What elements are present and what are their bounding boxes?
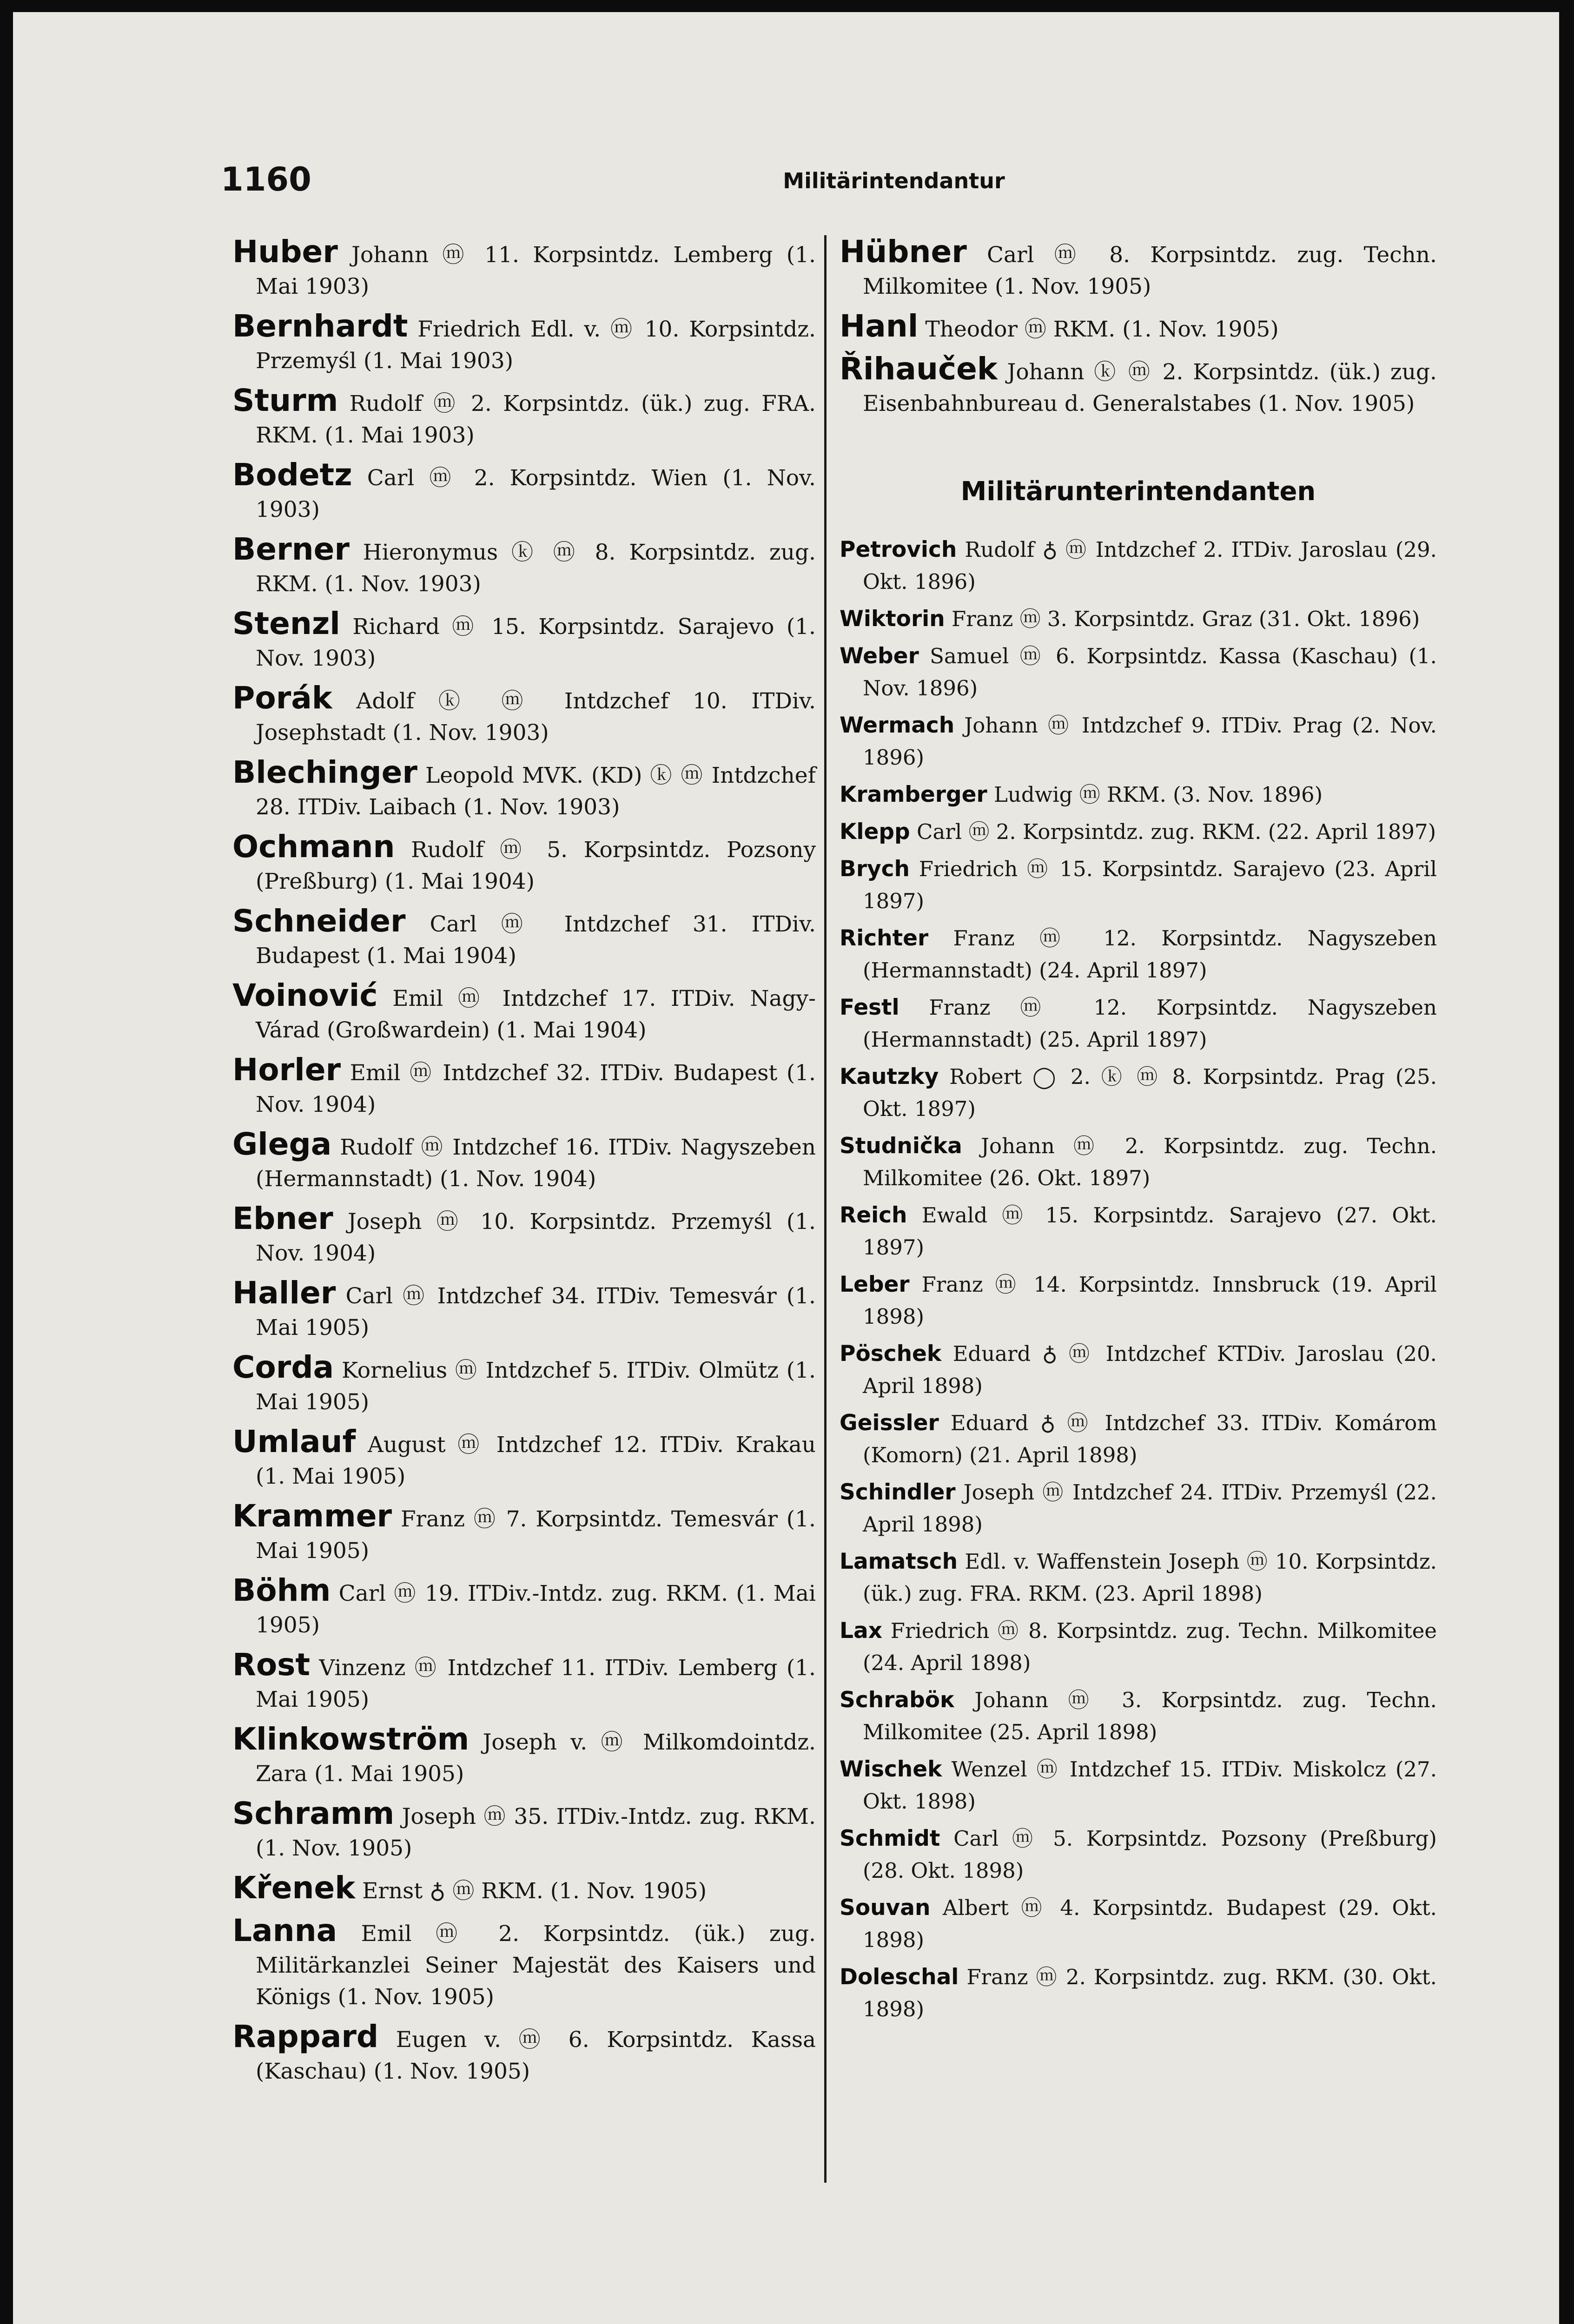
entry-surname: Lamatsch	[840, 1549, 958, 1574]
entry-surname: Weber	[840, 643, 919, 669]
entry-details: Joseph v. ⓜ Milkomdointdz. Zara (1. Mai 1905)	[256, 1730, 816, 1787]
entry-details: Albert ⓜ 4. Korpsintdz. Budapest (29. Okt. 1898)	[863, 1895, 1437, 1952]
entry-surname: Festl	[840, 995, 899, 1020]
entry-surname: Schindler	[840, 1479, 956, 1505]
entry-surname: Hübner	[840, 234, 967, 270]
entry-details: Emil ⓜ 2. Korpsintdz. (ük.) zug. Militärkanzlei Seiner Majestät des Kaisers und Königs (1. Nov. 1905)	[256, 1921, 816, 2010]
entry-details: Leopold MVK. (KD) ⓚ ⓜ Intdzchef 28. ITDiv. Laibach (1. Nov. 1903)	[256, 763, 816, 820]
entry-details: Franz ⓜ 14. Korpsintdz. Innsbruck (19. April 1898)	[863, 1272, 1437, 1329]
entry-surname: Bodetz	[232, 457, 352, 493]
entry-details: Richard ⓜ 15. Korpsintdz. Sarajevo (1. Nov. 1903)	[256, 614, 816, 671]
book-page	[13, 12, 1559, 2324]
list-item	[840, 640, 1437, 704]
entry-details: Adolf ⓚ ⓜ Intdzchef 10. ITDiv. Josephstadt (1. Nov. 1903)	[256, 688, 816, 746]
entry-details: Franz ⓜ 12. Korpsintdz. Nagyszeben (Hermannstadt) (25. April 1897)	[863, 995, 1437, 1052]
list-item	[840, 1338, 1437, 1402]
entry-surname: Stenzl	[232, 606, 340, 641]
entry-surname: Brych	[840, 856, 910, 882]
list-item	[840, 236, 1437, 303]
entry-details: Carl ⓜ Intdzchef 31. ITDiv. Budapest (1. Mai 1904)	[256, 911, 816, 969]
page-header	[13, 154, 1559, 205]
entry-surname: Böhm	[232, 1572, 331, 1608]
entry-details: August ⓜ Intdzchef 12. ITDiv. Krakau (1. Mai 1905)	[256, 1432, 816, 1489]
list-item	[840, 1615, 1437, 1679]
entry-surname: Porák	[232, 680, 332, 716]
entry-surname: Geissler	[840, 1410, 939, 1436]
entry-details: Robert ◯ 2. ⓚ ⓜ 8. Korpsintdz. Prag (25. Okt. 1897)	[863, 1064, 1437, 1121]
list-item	[232, 2021, 816, 2087]
entry-details: Carl ⓜ 5. Korpsintdz. Pozsony (Preßburg) (28. Okt. 1898)	[863, 1826, 1437, 1883]
list-item	[232, 1500, 816, 1567]
entry-surname: Rost	[232, 1647, 310, 1683]
entry-details: Rudolf ⓜ 5. Korpsintdz. Pozsony (Preßburg) (1. Mai 1904)	[256, 837, 816, 894]
list-item	[232, 831, 816, 898]
entry-surname: Umlauf	[232, 1424, 356, 1459]
entry-surname: Corda	[232, 1349, 334, 1385]
entry-details: Kornelius ⓜ Intdzchef 5. ITDiv. Olmütz (1. Mai 1905)	[256, 1358, 816, 1415]
list-item	[232, 1054, 816, 1121]
entry-surname: Lax	[840, 1618, 882, 1644]
left-column	[232, 236, 816, 2095]
entry-details: Franz ⓜ 7. Korpsintdz. Temesvár (1. Mai 1905)	[256, 1506, 816, 1564]
entry-surname: Glega	[232, 1126, 332, 1162]
entry-surname: Křenek	[232, 1870, 356, 1906]
entry-surname: Reich	[840, 1202, 907, 1228]
entry-details: Franz ⓜ 3. Korpsintdz. Graz (31. Okt. 1896)	[952, 607, 1420, 631]
list-item	[840, 1268, 1437, 1333]
entry-surname: Haller	[232, 1275, 336, 1311]
list-item	[840, 1684, 1437, 1748]
entry-details: Johann ⓜ 2. Korpsintdz. zug. Techn. Milkomitee (26. Okt. 1897)	[863, 1134, 1437, 1190]
list-item	[232, 385, 816, 451]
list-item	[840, 310, 1437, 345]
list-item	[840, 779, 1437, 811]
section-heading: Militärunterintendanten	[960, 476, 1316, 507]
entry-surname: Ochmann	[232, 829, 395, 865]
list-item	[232, 1649, 816, 1716]
list-item	[840, 1476, 1437, 1540]
list-item	[232, 1572, 816, 1641]
list-item	[232, 682, 816, 749]
list-item	[232, 236, 816, 303]
entry-surname: Schmidt	[840, 1826, 940, 1851]
list-item	[232, 1349, 816, 1418]
entry-surname: Voinović	[232, 977, 378, 1013]
entry-details: Rudolf ⓜ 2. Korpsintdz. (ük.) zug. FRA. RKM. (1. Mai 1903)	[256, 391, 816, 448]
list-item	[232, 1723, 816, 1790]
entry-details: Eduard ♁ ⓜ Intdzchef KTDiv. Jaroslau (20. April 1898)	[863, 1341, 1437, 1398]
entry-details: Ludwig ⓜ RKM. (3. Nov. 1896)	[994, 782, 1323, 807]
entry-details: Johann ⓜ 3. Korpsintdz. zug. Techn. Milkomitee (25. April 1898)	[863, 1688, 1437, 1744]
entry-surname: Wiktorin	[840, 606, 945, 632]
entry-surname: Huber	[232, 234, 338, 270]
entry-surname: Řihauček	[840, 351, 998, 387]
entry-surname: Krammer	[232, 1498, 392, 1534]
entry-details: Joseph ⓜ Intdzchef 24. ITDiv. Przemyśl (22. April 1898)	[863, 1480, 1437, 1537]
list-item	[232, 1126, 816, 1195]
list-item	[232, 310, 816, 377]
list-item	[840, 991, 1437, 1056]
entry-details: Rudolf ⓜ Intdzchef 16. ITDiv. Nagyszeben (Hermannstadt) (1. Nov. 1904)	[256, 1135, 816, 1192]
list-item	[840, 853, 1437, 917]
entry-surname: Souvan	[840, 1895, 931, 1921]
list-item	[840, 1130, 1437, 1194]
entry-surname: Schraböк	[840, 1687, 955, 1713]
entry-surname: Leber	[840, 1272, 910, 1297]
entry-details: Ernst ♁ ⓜ RKM. (1. Nov. 1905)	[362, 1878, 707, 1904]
list-item	[232, 1915, 816, 2013]
page-number: 1160	[221, 160, 311, 198]
entry-surname: Petrovich	[840, 537, 957, 562]
entry-details: Wenzel ⓜ Intdzchef 15. ITDiv. Miskolcz (27. Okt. 1898)	[863, 1757, 1437, 1814]
entry-surname: Hanl	[840, 308, 919, 344]
list-item	[232, 1277, 816, 1344]
entry-details: Carl ⓜ 8. Korpsintdz. zug. Techn. Milkomitee (1. Nov. 1905)	[863, 242, 1437, 299]
entry-surname: Klinkowström	[232, 1721, 470, 1757]
entry-surname: Ebner	[232, 1201, 333, 1236]
entry-details: Friedrich ⓜ 15. Korpsintdz. Sarajevo (23. April 1897)	[863, 857, 1437, 913]
list-item	[840, 1061, 1437, 1125]
list-item	[840, 534, 1437, 598]
entry-details: Edl. v. Waffenstein Joseph ⓜ 10. Korpsintdz. (ük.) zug. FRA. RKM. (23. April 1898)	[863, 1549, 1437, 1606]
entry-surname: Lanna	[232, 1913, 337, 1948]
entry-surname: Rappard	[232, 2019, 379, 2054]
entry-details: Joseph ⓜ 10. Korpsintdz. Przemyśl (1. Nov. 1904)	[256, 1209, 816, 1266]
list-item	[232, 1798, 816, 1864]
entry-surname: Pöschek	[840, 1341, 942, 1367]
entry-surname: Klepp	[840, 819, 910, 845]
entry-surname: Schramm	[232, 1796, 395, 1831]
entry-details: Johann ⓜ Intdzchef 9. ITDiv. Prag (2. Nov. 1896)	[863, 713, 1437, 770]
entry-surname: Sturm	[232, 383, 338, 418]
list-item	[232, 459, 816, 526]
list-item	[232, 905, 816, 972]
column-divider	[824, 235, 827, 2183]
entry-details: Eugen v. ⓜ 6. Korpsintdz. Kassa (Kaschau) (1. Nov. 1905)	[256, 2027, 816, 2084]
entry-details: Emil ⓜ Intdzchef 32. ITDiv. Budapest (1. Nov. 1904)	[256, 1060, 816, 1117]
entry-details: Hieronymus ⓚ ⓜ 8. Korpsintdz. zug. RKM. (1. Nov. 1903)	[256, 540, 816, 597]
entry-details: Joseph ⓜ 35. ITDiv.-Intdz. zug. RKM. (1. Nov. 1905)	[256, 1804, 816, 1861]
entry-surname: Schneider	[232, 903, 406, 939]
entry-details: Carl ⓜ 2. Korpsintdz. zug. RKM. (22. April 1897)	[917, 819, 1436, 844]
entry-details: Franz ⓜ 2. Korpsintdz. zug. RKM. (30. Okt. 1898)	[863, 1965, 1437, 2021]
entry-surname: Studnička	[840, 1133, 962, 1159]
entry-details: Theodor ⓜ RKM. (1. Nov. 1905)	[925, 317, 1279, 342]
list-item	[840, 709, 1437, 773]
entry-surname: Bernhardt	[232, 308, 408, 344]
list-item	[840, 1545, 1437, 1610]
entry-details: Johann ⓚ ⓜ 2. Korpsintdz. (ük.) zug. Eisenbahnbureau d. Generalstabes (1. Nov. 1905)	[863, 359, 1437, 416]
list-item	[232, 754, 816, 823]
right-column	[840, 236, 1437, 2030]
entry-surname: Blechinger	[232, 754, 417, 790]
list-item	[232, 1426, 816, 1492]
running-title: Militärintendantur	[783, 168, 1005, 193]
entry-details: Franz ⓜ 12. Korpsintdz. Nagyszeben (Hermannstadt) (24. April 1897)	[863, 926, 1437, 983]
list-item	[840, 1753, 1437, 1817]
entry-surname: Kramberger	[840, 782, 987, 807]
entry-details: Eduard ♁ ⓜ Intdzchef 33. ITDiv. Komárom (Komorn) (21. April 1898)	[863, 1411, 1437, 1467]
list-item	[840, 1961, 1437, 2025]
entry-details: Carl ⓜ 19. ITDiv.-Intdz. zug. RKM. (1. Mai 1905)	[256, 1581, 816, 1638]
list-item	[840, 816, 1437, 848]
list-item	[840, 1199, 1437, 1263]
entry-surname: Wischek	[840, 1756, 942, 1782]
list-item	[232, 608, 816, 674]
list-item	[232, 1203, 816, 1269]
entry-surname: Kautzky	[840, 1064, 939, 1089]
entry-details: Vinzenz ⓜ Intdzchef 11. ITDiv. Lemberg (1. Mai 1905)	[256, 1655, 816, 1712]
list-item	[840, 603, 1437, 635]
list-item	[840, 1892, 1437, 1956]
entry-details: Emil ⓜ Intdzchef 17. ITDiv. Nagy-Várad (Großwardein) (1. Mai 1904)	[256, 986, 816, 1043]
entry-details: Carl ⓜ 2. Korpsintdz. Wien (1. Nov. 1903)	[256, 465, 816, 522]
entry-details: Friedrich Edl. v. ⓜ 10. Korpsintdz. Przemyśl (1. Mai 1903)	[256, 317, 816, 374]
entry-surname: Wermach	[840, 713, 955, 738]
list-item	[840, 353, 1437, 420]
list-item	[232, 1872, 816, 1907]
entry-details: Samuel ⓜ 6. Korpsintdz. Kassa (Kaschau) (1. Nov. 1896)	[863, 644, 1437, 700]
entry-surname: Doleschal	[840, 1964, 959, 1990]
list-item	[840, 922, 1437, 986]
entry-surname: Berner	[232, 531, 350, 567]
entry-surname: Horler	[232, 1052, 341, 1088]
entry-details: Carl ⓜ Intdzchef 34. ITDiv. Temesvár (1. Mai 1905)	[256, 1283, 816, 1340]
entry-details: Rudolf ♁ ⓜ Intdzchef 2. ITDiv. Jaroslau (29. Okt. 1896)	[863, 537, 1437, 594]
entry-details: Friedrich ⓜ 8. Korpsintdz. zug. Techn. Milkomitee (24. April 1898)	[863, 1618, 1437, 1675]
entry-details: Johann ⓜ 11. Korpsintdz. Lemberg (1. Mai 1903)	[256, 242, 816, 299]
list-item	[840, 1822, 1437, 1887]
list-item	[232, 531, 816, 600]
entry-surname: Richter	[840, 925, 929, 951]
entry-details: Ewald ⓜ 15. Korpsintdz. Sarajevo (27. Okt. 1897)	[863, 1203, 1437, 1260]
list-item	[232, 977, 816, 1046]
list-item	[840, 1407, 1437, 1471]
